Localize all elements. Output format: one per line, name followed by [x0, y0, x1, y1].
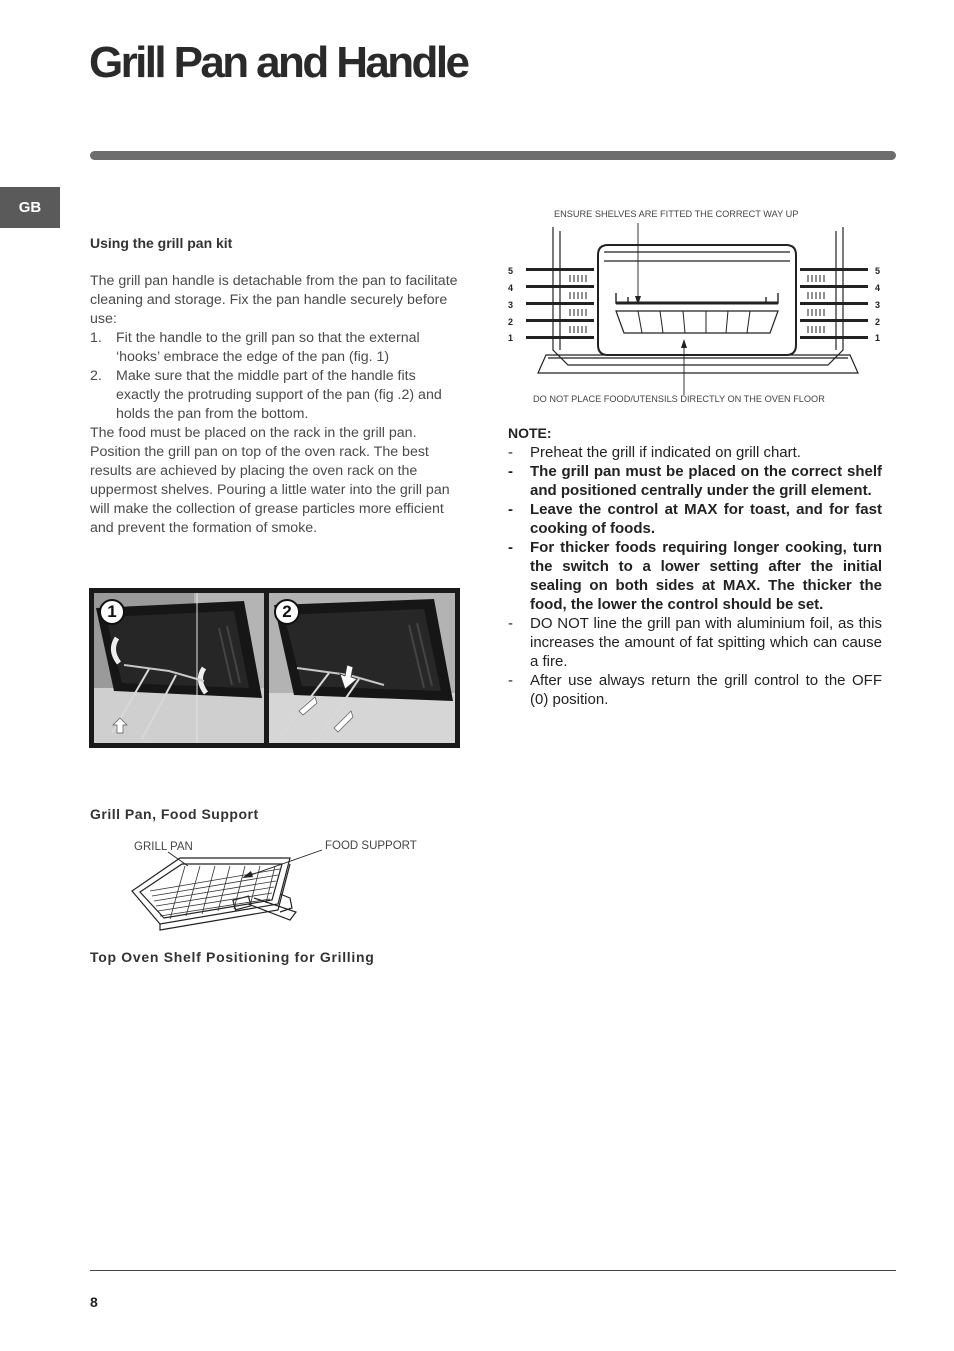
note-item	[508, 671, 882, 709]
shelf-number-left: 3	[508, 300, 514, 310]
instruction-step	[90, 329, 462, 367]
note-text: DO NOT line the grill pan with aluminium foil, as this increases the amount of fat spitting which can cause a fire.	[530, 615, 882, 670]
page-title: Grill Pan and Handle	[89, 38, 468, 87]
grill-pan-label: GRILL PAN	[134, 841, 193, 853]
note-dash: -	[508, 463, 513, 480]
handle-fitting-photos	[89, 588, 460, 748]
grill-pan-support-diagram	[130, 836, 430, 936]
oven-cross-section	[508, 205, 888, 410]
note-heading: NOTE:	[508, 425, 552, 441]
note-text: After use always return the grill control to the OFF (0) position.	[530, 672, 882, 708]
note-text: The grill pan must be placed on the correct shelf and positioned centrally under the grill element.	[530, 463, 882, 499]
shelf-number-left: 2	[508, 317, 514, 327]
title-divider-bar	[90, 151, 896, 160]
footer-divider	[90, 1270, 896, 1271]
shelf-number-left: 5	[508, 266, 514, 276]
note-dash: -	[508, 539, 513, 556]
page-number: 8	[90, 1294, 98, 1310]
shelf-number-right: 2	[875, 317, 881, 327]
grill-kit-outro: The food must be placed on the rack in the grill pan. Position the grill pan on top of the oven rack. The best results are achieved by placing the oven rack on the uppermost shelves. Pouring a little water into the grill pan will make the collection of grease particles more efficient and prevent the formation of smoke.	[90, 425, 450, 536]
fig-2-photo	[269, 593, 455, 743]
note-item	[508, 538, 882, 614]
note-dash: -	[508, 672, 513, 689]
shelf-number-right: 5	[875, 266, 881, 276]
language-tab: GB	[0, 187, 60, 228]
note-text: Leave the control at MAX for toast, and for fast cooking of foods.	[530, 501, 882, 537]
note-dash: -	[508, 501, 513, 518]
note-item	[508, 500, 882, 538]
step-number: 2.	[90, 368, 102, 384]
food-support-heading: Grill Pan, Food Support	[90, 806, 259, 822]
grill-pan-drawing	[130, 836, 430, 936]
shelf-number-left: 1	[508, 333, 514, 343]
shelf-number-left: 4	[508, 283, 514, 293]
grill-kit-heading: Using the grill pan kit	[90, 235, 233, 251]
note-dash: -	[508, 615, 513, 632]
shelf-positioning-heading: Top Oven Shelf Positioning for Grilling	[90, 949, 375, 965]
step-number: 1.	[90, 330, 102, 346]
shelf-number-right: 3	[875, 300, 881, 310]
note-dash: -	[508, 444, 513, 461]
shelves-warning-label: ENSURE SHELVES ARE FITTED THE CORRECT WAY UP	[554, 209, 799, 219]
note-text: For thicker foods requiring longer cooking, turn the switch to a lower setting after the initial sealing on both sides at MAX. The thicker the food, the lower the control should be set.	[530, 539, 882, 613]
note-item	[508, 614, 882, 671]
fig-2-badge: 2	[274, 599, 300, 625]
note-text: Preheat the grill if indicated on grill chart.	[530, 444, 801, 461]
instruction-step	[90, 367, 462, 424]
food-support-label: FOOD SUPPORT	[325, 840, 417, 852]
shelf-number-right: 1	[875, 333, 881, 343]
note-item	[508, 462, 882, 500]
grill-notes	[508, 424, 882, 709]
fig-1-badge: 1	[99, 599, 125, 625]
fig-1-photo	[94, 593, 264, 743]
floor-warning-label: DO NOT PLACE FOOD/UTENSILS DIRECTLY ON THE OVEN FLOOR	[533, 394, 825, 404]
shelf-number-right: 4	[875, 283, 881, 293]
note-item	[508, 443, 882, 462]
grill-kit-intro: The grill pan handle is detachable from the pan to facilitate cleaning and storage. Fix the pan handle securely before use:	[90, 273, 458, 327]
oven-shelf-diagram	[508, 205, 888, 410]
step-text: Make sure that the middle part of the handle fits exactly the protruding support of the pan (fig .2) and holds the pan from the bottom.	[116, 368, 442, 422]
grill-kit-instructions	[90, 272, 462, 538]
step-text: Fit the handle to the grill pan so that the external ‘hooks’ embrace the edge of the pan (fig. 1)	[116, 330, 420, 365]
